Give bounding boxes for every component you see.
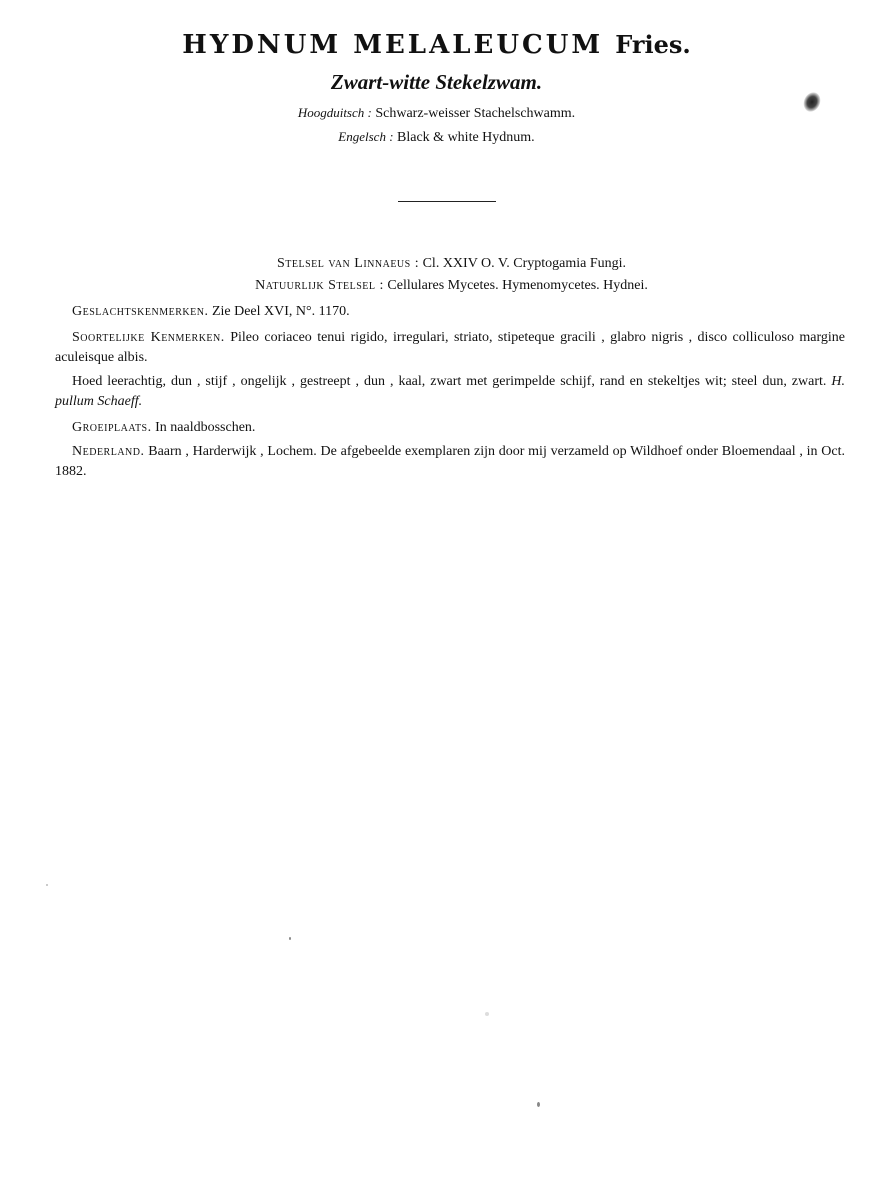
species-latin: Pileo coriaceo tenui rigido, irregulari, striato, stipeteque gracili , glabro nigris , disco colliculoso margine aculeisque albis. <box>55 330 845 365</box>
genus-paragraph <box>72 302 845 322</box>
netherlands-value: Baarn , Harderwijk , Lochem. De afgebeelde exemplaren zijn door mij verzameld op Wildhoef onder Bloemendaal , in Oct. 1882. <box>55 444 846 479</box>
species-name: HYDNUM MELALEUCUM <box>182 30 604 60</box>
linnaeus-value: Cl. XXIV O. V. Cryptogamia Fungi. <box>422 256 626 271</box>
genus-value: Zie Deel XVI, N°. 1170. <box>211 304 350 319</box>
genus-label: Geslachtskenmerken. <box>72 304 209 319</box>
page-title <box>0 30 873 60</box>
species-paragraph <box>55 328 845 368</box>
author-name: Fries. <box>615 30 691 59</box>
dutch-common-name: Zwart-witte Stekelzwam. <box>330 70 543 94</box>
natural-value: Cellulares Mycetes. Hymenomycetes. Hydnei. <box>387 278 648 293</box>
synonym: H. pullum Schaeff. <box>55 374 845 409</box>
netherlands-paragraph <box>55 442 845 482</box>
habitat-paragraph <box>72 418 845 438</box>
english-label: Engelsch : <box>338 129 394 144</box>
linnaeus-label: Stelsel van Linnaeus : <box>277 256 420 271</box>
description-paragraph <box>55 372 845 412</box>
description-dutch: Hoed leerachtig, dun , stijf , ongelijk , gestreept , dun , kaal, zwart met gerimpelde schijf, rand en stekeltjes wit; steel dun, zwart. <box>72 374 827 389</box>
paper-speck <box>46 884 48 886</box>
netherlands-label: Nederland. <box>72 444 145 459</box>
english-name-line <box>0 129 873 146</box>
natural-system-line <box>0 278 873 294</box>
species-label: Soortelijke Kenmerken. <box>72 330 225 345</box>
german-name-line <box>0 105 873 122</box>
paper-speck <box>485 1012 489 1016</box>
paper-speck <box>289 937 291 940</box>
english-name: Black & white Hydnum. <box>397 130 535 145</box>
german-label: Hoogduitsch : <box>297 105 372 120</box>
habitat-label: Groeiplaats. <box>72 420 152 435</box>
paper-speck <box>537 1102 540 1107</box>
german-name: Schwarz-weisser Stachelschwamm. <box>375 106 576 121</box>
linnaeus-system-line <box>0 256 873 272</box>
habitat-value: In naaldbosschen. <box>155 420 256 435</box>
natural-label: Natuurlijk Stelsel : <box>255 278 384 293</box>
divider-rule <box>398 201 496 202</box>
